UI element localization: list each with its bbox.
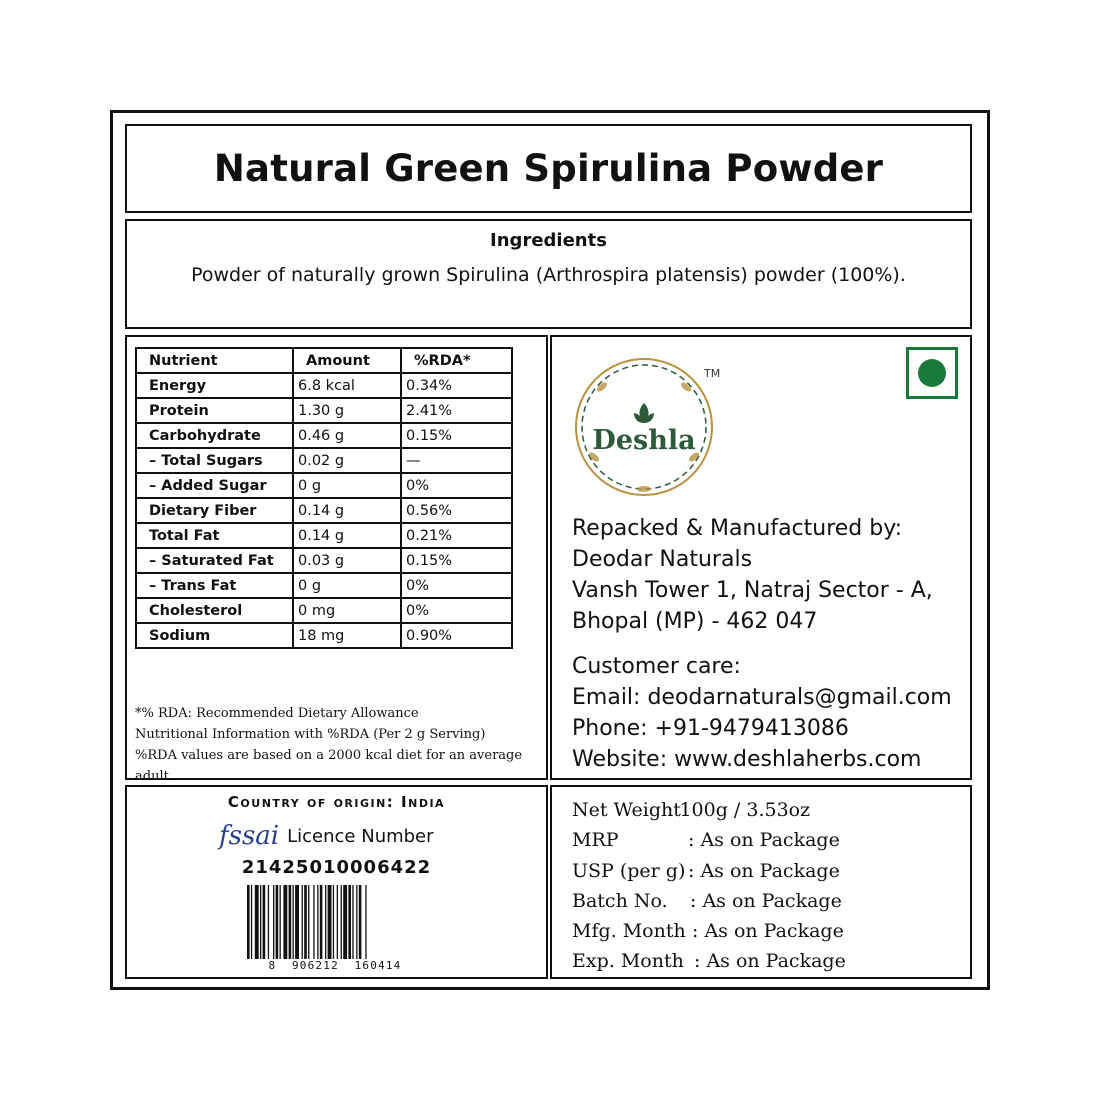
nutrient-amount: 0.14 g xyxy=(293,523,401,548)
nutrient-name: – Added Sugar xyxy=(136,473,293,498)
ingredients-panel xyxy=(125,219,972,329)
barcode-bar xyxy=(263,885,266,959)
info-value: : As on Package xyxy=(692,920,844,943)
nutrition-row xyxy=(136,598,512,623)
nutrition-table xyxy=(135,347,513,649)
barcode-digit-group: 160414 xyxy=(354,959,402,972)
nutrient-name: Total Fat xyxy=(136,523,293,548)
nutrient-name: Protein xyxy=(136,398,293,423)
barcode-bar xyxy=(317,885,318,959)
nutrient-amount: 18 mg xyxy=(293,623,401,648)
barcode-bar xyxy=(283,885,287,959)
barcode-bar xyxy=(280,885,281,959)
barcode-digit-group: 8 xyxy=(268,959,277,972)
barcode-bar xyxy=(295,885,299,959)
header-amount: Amount xyxy=(293,348,401,373)
barcode-bar xyxy=(320,885,323,959)
nutrition-row xyxy=(136,473,512,498)
fssai-block xyxy=(219,821,434,851)
info-label: Batch No. xyxy=(572,889,668,912)
nutrient-amount: 1.30 g xyxy=(293,398,401,423)
info-value: : As on Package xyxy=(690,889,842,912)
nutrient-rda: 2.41% xyxy=(401,398,512,423)
country-of-origin: Country of origin: India xyxy=(227,793,446,811)
nutrient-amount: 0 g xyxy=(293,473,401,498)
barcode-bar xyxy=(293,885,294,959)
manufacturer-details xyxy=(572,513,952,775)
ingredients-heading: Ingredients xyxy=(490,230,607,251)
barcode-bar xyxy=(333,885,334,959)
manufacturer-line: Bhopal (MP) - 462 047 xyxy=(572,609,818,634)
barcode-number xyxy=(245,959,425,972)
barcode-bar xyxy=(251,885,252,959)
info-value: : As on Package xyxy=(688,829,840,852)
trademark-mark: TM xyxy=(704,367,721,380)
nutrition-panel xyxy=(125,335,548,784)
info-label: USP (per g) xyxy=(572,859,686,882)
care-email: Email: deodarnaturals@gmail.com xyxy=(572,685,952,710)
barcode-bar xyxy=(289,885,292,959)
nutrition-row xyxy=(136,423,512,448)
care-website: Website: www.deshlaherbs.com xyxy=(572,747,922,772)
nutrient-rda: 0% xyxy=(401,473,512,498)
barcode-bar xyxy=(359,885,362,959)
nutrient-rda: 0.15% xyxy=(401,548,512,573)
nutrient-name: – Trans Fat xyxy=(136,573,293,598)
ingredients-text: Powder of naturally grown Spirulina (Arthrospira platensis) powder (100%). xyxy=(191,264,906,286)
barcode xyxy=(245,885,425,959)
barcode-bar xyxy=(356,885,357,959)
barcode-digit-group: 906212 xyxy=(291,959,339,972)
note-line: %RDA values are based on a 2000 kcal diet for an average adult. xyxy=(135,748,523,784)
manufacturer-line: Deodar Naturals xyxy=(572,547,753,572)
nutrition-row xyxy=(136,398,512,423)
nutrition-row xyxy=(136,523,512,548)
nutrient-name: Cholesterol xyxy=(136,598,293,623)
nutrient-rda: — xyxy=(401,448,512,473)
nutrient-name: – Total Sugars xyxy=(136,448,293,473)
barcode-bar xyxy=(325,885,326,959)
header-nutrient: Nutrient xyxy=(136,348,293,373)
header-rda: %RDA* xyxy=(401,348,512,373)
care-line: Customer care: xyxy=(572,654,741,679)
nutrient-rda: 0% xyxy=(401,573,512,598)
nutrient-rda: 0.21% xyxy=(401,523,512,548)
title-panel xyxy=(125,124,972,213)
barcode-bar xyxy=(348,885,351,959)
note-line: Nutritional Information with %RDA (Per 2 g Serving) xyxy=(135,727,486,742)
barcode-bar xyxy=(313,885,314,959)
nutrient-amount: 0 mg xyxy=(293,598,401,623)
origin-panel xyxy=(125,785,548,979)
barcode-bar xyxy=(268,885,269,959)
fssai-logo: fssai xyxy=(219,821,280,851)
licence-label: Licence Number xyxy=(287,825,434,847)
nutrition-row xyxy=(136,373,512,398)
care-phone: Phone: +91-9479413086 xyxy=(572,716,849,741)
nutrition-row xyxy=(136,448,512,473)
nutrition-header-row xyxy=(136,348,512,373)
nutrition-row xyxy=(136,498,512,523)
nutrient-name: Sodium xyxy=(136,623,293,648)
barcode-bar xyxy=(273,885,274,959)
nutrient-name: Energy xyxy=(136,373,293,398)
nutrient-rda: 0.56% xyxy=(401,498,512,523)
nutrition-notes xyxy=(135,703,546,787)
nutrient-name: Dietary Fiber xyxy=(136,498,293,523)
barcode-bar xyxy=(302,885,303,959)
product-info-panel xyxy=(550,785,972,979)
nutrient-rda: 0.90% xyxy=(401,623,512,648)
manufacturer-panel xyxy=(550,335,972,780)
nutrient-amount: 0.02 g xyxy=(293,448,401,473)
barcode-bar xyxy=(343,885,347,959)
barcode-bar xyxy=(337,885,338,959)
barcode-bar xyxy=(328,885,332,959)
barcode-bar xyxy=(260,885,261,959)
barcode-bar xyxy=(304,885,307,959)
barcode-bar xyxy=(247,885,250,959)
barcode-bar xyxy=(341,885,342,959)
info-label: Exp. Month xyxy=(572,950,684,973)
nutrient-name: Carbohydrate xyxy=(136,423,293,448)
nutrient-rda: 0.34% xyxy=(401,373,512,398)
barcode-bar xyxy=(255,885,259,959)
nutrition-row xyxy=(136,573,512,598)
nutrient-rda: 0% xyxy=(401,598,512,623)
barcode-bar xyxy=(308,885,309,959)
barcode-bar xyxy=(276,885,279,959)
brand-name: Deshla xyxy=(592,425,696,456)
info-label: Mfg. Month xyxy=(572,920,686,943)
barcode-bar xyxy=(352,885,353,959)
product-title: Natural Green Spirulina Powder xyxy=(213,147,884,190)
nutrition-row xyxy=(136,623,512,648)
nutrient-amount: 0.46 g xyxy=(293,423,401,448)
info-value: : As on Package xyxy=(694,950,846,973)
info-value: : As on Package xyxy=(688,859,840,882)
nutrient-amount: 0.14 g xyxy=(293,498,401,523)
licence-number: 21425010006422 xyxy=(241,857,432,878)
veg-mark-icon xyxy=(906,347,958,399)
manufacturer-line: Repacked & Manufactured by: xyxy=(572,516,903,541)
barcode-bar xyxy=(365,885,366,959)
nutrient-amount: 6.8 kcal xyxy=(293,373,401,398)
nutrient-amount: 0 g xyxy=(293,573,401,598)
manufacturer-line: Vansh Tower 1, Natraj Sector - A, xyxy=(572,578,933,603)
note-line: *% RDA: Recommended Dietary Allowance xyxy=(135,706,419,721)
nutrition-row xyxy=(136,548,512,573)
nutrient-amount: 0.03 g xyxy=(293,548,401,573)
info-value: : 100g / 3.53oz xyxy=(667,799,811,821)
deshla-logo xyxy=(572,347,722,497)
info-label: Net Weight xyxy=(572,799,681,821)
nutrient-name: – Saturated Fat xyxy=(136,548,293,573)
info-label: MRP xyxy=(572,829,619,852)
nutrient-rda: 0.15% xyxy=(401,423,512,448)
